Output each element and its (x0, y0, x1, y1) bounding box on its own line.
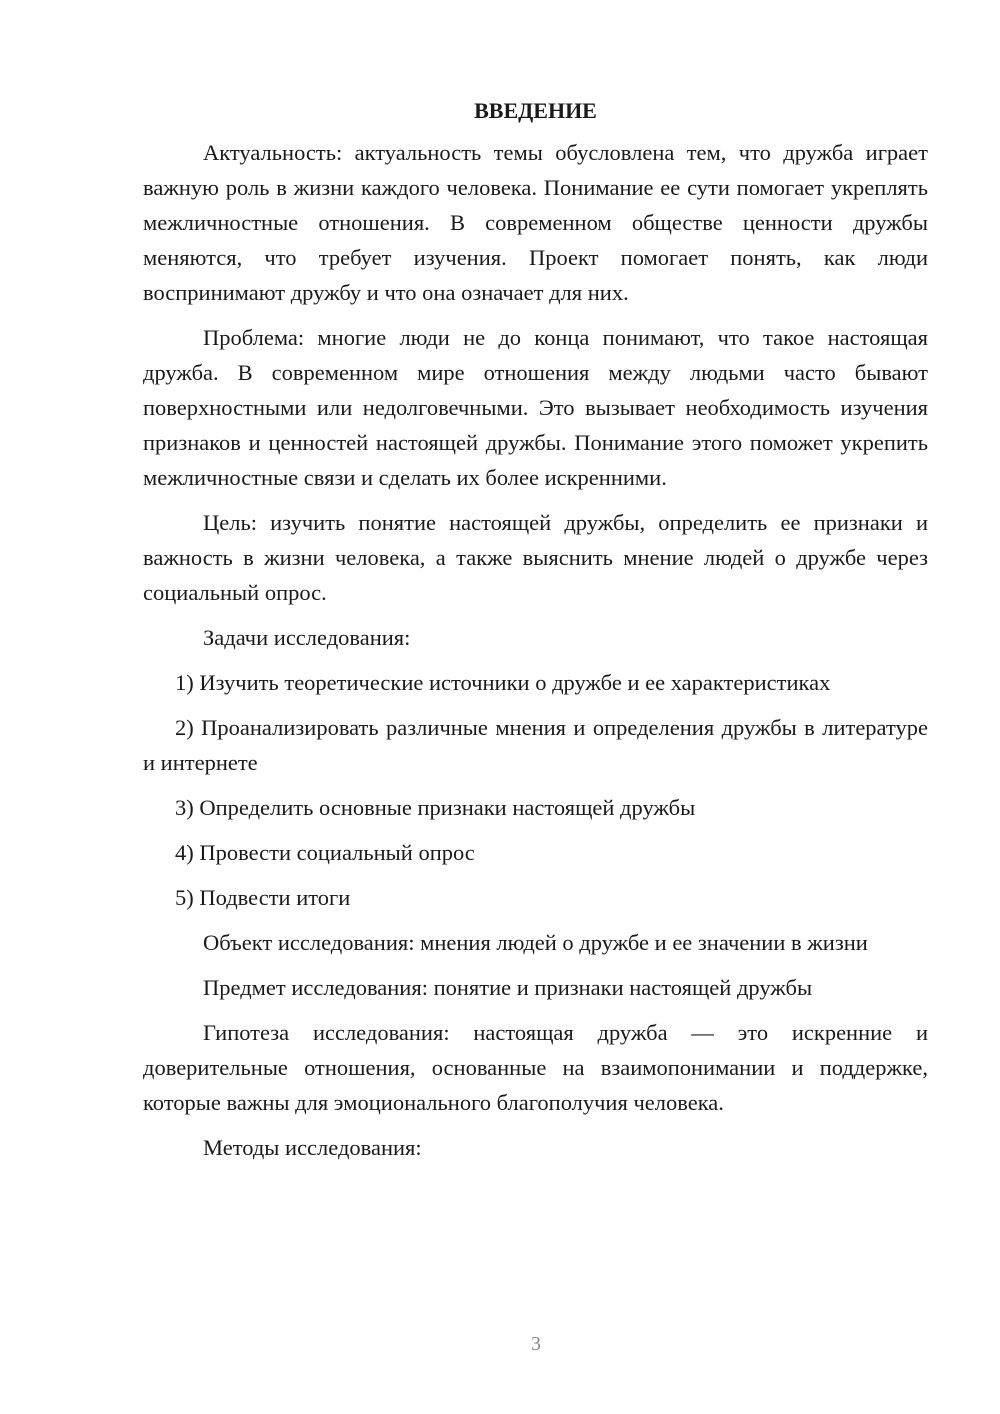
page-number: 3 (531, 1333, 541, 1355)
paragraph-methods: Методы исследования: (203, 1135, 422, 1160)
task-item-2: 2) Проанализировать различные мнения и определения дружбы в литературе и интернете (143, 715, 928, 775)
paragraph-relevance: Актуальность: актуальность темы обусловлена тем, что дружба играет важную роль в жизни каждого человека. Понимание ее сути помогает укреплять межличностные отношения. В современном обществе ценности дружбы меняются, что требует изучения. Проект помогает понять, как люди воспринимают дружбу и что она означает для них. (143, 140, 928, 305)
paragraph-problem: Проблема: многие люди не до конца понимают, что такое настоящая дружба. В современном мире отношения между людьми часто бывают поверхностными или недолговечными. Это вызывает необходимость изучения признаков и ценностей настоящей дружбы. Понимание этого поможет укрепить межличностные связи и сделать их более искренними. (143, 325, 928, 490)
task-item-3: 3) Определить основные признаки настоящей дружбы (175, 795, 696, 820)
task-item-5: 5) Подвести итоги (175, 885, 351, 910)
document-body (143, 93, 928, 1175)
paragraph-goal: Цель: изучить понятие настоящей дружбы, определить ее признаки и важность в жизни человека, а также выяснить мнение людей о дружбе через социальный опрос. (143, 510, 928, 605)
paragraph-tasks-heading: Задачи исследования: (203, 625, 411, 650)
page-title: ВВЕДЕНИЕ (474, 98, 597, 123)
task-item-1: 1) Изучить теоретические источники о дружбе и ее характеристиках (175, 670, 831, 695)
paragraph-object: Объект исследования: мнения людей о дружбе и ее значении в жизни (203, 930, 868, 955)
task-item-4: 4) Провести социальный опрос (175, 840, 475, 865)
paragraph-hypothesis: Гипотеза исследования: настоящая дружба — это искренние и доверительные отношения, основанные на взаимопонимании и поддержке, которые важны для эмоционального благополучия человека. (143, 1020, 928, 1115)
paragraph-subject: Предмет исследования: понятие и признаки настоящей дружбы (203, 975, 813, 1000)
